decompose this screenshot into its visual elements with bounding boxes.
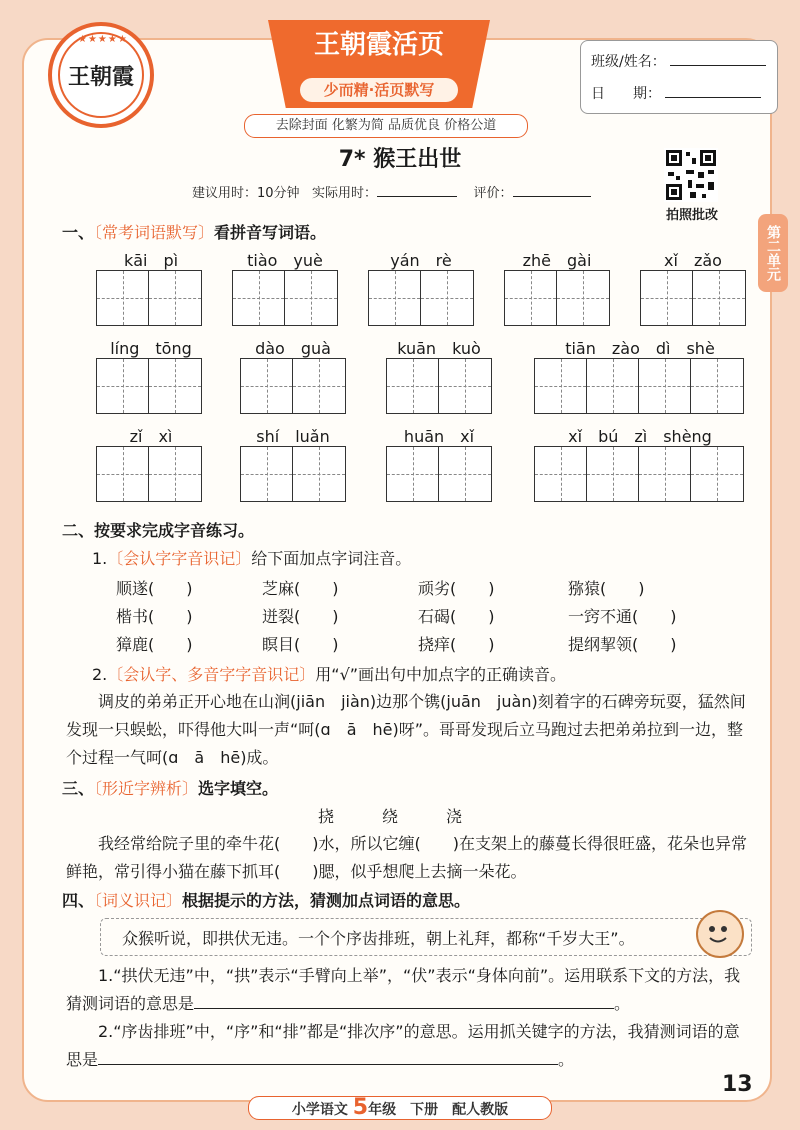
unit-tab: 第二单元 bbox=[758, 214, 788, 292]
section2-part2: 2.〔会认字、多音字字音识记〕用“√”画出句中加点字的正确读音。 bbox=[92, 665, 567, 684]
pinyin-label: shí luǎn bbox=[256, 427, 330, 446]
section4-q2: 2.“序齿排班”中，“序”和“排”都是“排次序”的意思。运用抓关键字的方法，我猜测词语的意思是 。 bbox=[66, 1022, 740, 1069]
cartoon-kid-icon bbox=[696, 910, 744, 958]
section3-instruction: 选字填空。 bbox=[198, 779, 279, 798]
qr-label: 拍照批改 bbox=[665, 208, 718, 223]
suggested-time: 建议用时：10分钟 bbox=[192, 186, 300, 201]
pinyin-blank-word[interactable]: 獐鹿( ) bbox=[116, 635, 193, 654]
date-label: 日 期： bbox=[591, 86, 661, 102]
pinyin-label: líng tōng bbox=[110, 339, 192, 358]
pinyin-blank-word[interactable]: 石碣( ) bbox=[418, 607, 495, 626]
writing-grid[interactable] bbox=[96, 446, 202, 502]
tagline: 去除封面 化繁为简 品质优良 价格公道 bbox=[244, 114, 528, 138]
brand-slogan: 少而精·活页默写 bbox=[300, 78, 458, 102]
char-choices: 挠 绕 浇 bbox=[318, 807, 463, 826]
date-field[interactable] bbox=[665, 97, 761, 98]
writing-grid[interactable] bbox=[240, 358, 346, 414]
writing-grid[interactable] bbox=[386, 446, 492, 502]
pinyin-label: kāi pì bbox=[123, 251, 179, 270]
student-info-box bbox=[580, 40, 778, 114]
actual-time-label: 实际用时： bbox=[311, 186, 377, 201]
section4-q1: 1.“拱伏无违”中，“拱”表示“手臂向上举”，“伏”表示“身体向前”。运用联系下文的方法，我猜测词语的意思是 。 bbox=[66, 966, 741, 1013]
section4-heading: 四、〔词义识记〕根据提示的方法，猜测加点词语的意思。 bbox=[62, 891, 471, 910]
footer-grade-number: 5 bbox=[352, 1095, 369, 1120]
pinyin-label: dào guà bbox=[255, 339, 331, 358]
pinyin-blank-word[interactable]: 瞑目( ) bbox=[262, 635, 339, 654]
lesson-title: 7* 猴王出世 bbox=[338, 147, 462, 172]
pinyin-label: tiào yuè bbox=[247, 251, 323, 270]
pinyin-label: zǐ xì bbox=[129, 427, 173, 446]
class-name-field[interactable] bbox=[670, 65, 766, 66]
class-name-label: 班级/姓名： bbox=[591, 54, 666, 70]
pinyin-label: huān xǐ bbox=[403, 427, 475, 446]
evaluation-field[interactable] bbox=[513, 196, 591, 197]
footer-grade-suffix: 年级 下册 配人教版 bbox=[368, 1102, 509, 1118]
writing-grid[interactable] bbox=[640, 270, 746, 326]
writing-grid[interactable] bbox=[534, 358, 744, 414]
pinyin-label: zhē gài bbox=[522, 251, 592, 270]
section1-instruction: 看拼音写词语。 bbox=[214, 223, 327, 242]
section2-heading: 二、按要求完成字音练习。 bbox=[62, 521, 255, 540]
qr-code-icon[interactable] bbox=[664, 148, 718, 202]
writing-grid[interactable] bbox=[96, 358, 202, 414]
pinyin-blank-word[interactable]: 顺遂( ) bbox=[116, 579, 193, 598]
pinyin-label: tiān zào dì shè bbox=[565, 339, 715, 358]
section2-part1: 1.〔会认字字音识记〕给下面加点字词注音。 bbox=[92, 549, 412, 568]
section3-heading: 三、〔形近字辨析〕选字填空。 bbox=[62, 779, 279, 798]
section2-part1-tag: 〔会认字字音识记〕 bbox=[107, 549, 252, 568]
writing-grid[interactable] bbox=[96, 270, 202, 326]
logo-text: 王朝霞 bbox=[67, 63, 134, 90]
writing-grid[interactable] bbox=[232, 270, 338, 326]
actual-time-field[interactable] bbox=[377, 196, 457, 197]
section3-paragraph[interactable]: 我经常给院子里的牵牛花( )水，所以它缠( )在支架上的藤蔓长得很旺盛，花朵也异常鲜艳，常引得小猫在藤下抓耳( )腮，似乎想爬上去摘一朵花。 bbox=[66, 834, 747, 881]
brand-title: 王朝霞活页 bbox=[313, 30, 444, 60]
answer-line-1[interactable] bbox=[194, 1008, 614, 1009]
star-icon: ★★★★★ bbox=[78, 34, 128, 45]
section4-tag: 〔词义识记〕 bbox=[94, 891, 183, 910]
time-info bbox=[192, 182, 591, 201]
pinyin-label: yán rè bbox=[390, 251, 452, 270]
writing-grid[interactable] bbox=[386, 358, 492, 414]
footer-badge bbox=[248, 1096, 552, 1120]
page-number: 13 bbox=[722, 1072, 753, 1097]
section3-tag: 〔形近字辨析〕 bbox=[94, 779, 199, 798]
answer-line-2[interactable] bbox=[98, 1064, 558, 1065]
pinyin-blank-word[interactable]: 提纲挈领( ) bbox=[568, 635, 677, 654]
pinyin-blank-word[interactable]: 迸裂( ) bbox=[262, 607, 339, 626]
section4-instruction: 根据提示的方法，猜测加点词语的意思。 bbox=[182, 891, 471, 910]
pinyin-blank-word[interactable]: 顽劣( ) bbox=[418, 579, 495, 598]
pinyin-label: kuān kuò bbox=[397, 339, 481, 358]
pinyin-label: xǐ bú zì shèng bbox=[568, 427, 712, 446]
writing-grid[interactable] bbox=[368, 270, 474, 326]
section1-tag: 〔常考词语默写〕 bbox=[94, 223, 215, 242]
pinyin-blank-word[interactable]: 一窍不通( ) bbox=[568, 607, 677, 626]
writing-grid[interactable] bbox=[504, 270, 610, 326]
section4-quote: 众猴听说，即拱伏无违。一个个序齿排班，朝上礼拜，都称“千岁大王”。 bbox=[122, 929, 635, 948]
pinyin-blank-word[interactable]: 楷书( ) bbox=[116, 607, 193, 626]
section1-heading: 一、〔常考词语默写〕看拼音写词语。 bbox=[62, 223, 327, 242]
pinyin-blank-word[interactable]: 挠痒( ) bbox=[418, 635, 495, 654]
writing-grid[interactable] bbox=[240, 446, 346, 502]
pinyin-blank-word[interactable]: 猕猿( ) bbox=[568, 579, 645, 598]
pinyin-label: xǐ zǎo bbox=[664, 251, 722, 270]
writing-grid[interactable] bbox=[534, 446, 744, 502]
footer-subject: 小学语文 bbox=[291, 1102, 348, 1118]
pinyin-blank-word[interactable]: 芝麻( ) bbox=[262, 579, 339, 598]
section2-paragraph: 调皮的弟弟正开心地在山涧(jiān jiàn)边那个镌(juān juàn)刻着字的石碑旁玩耍，猛然间发现一只蜈蚣，吓得他大叫一声“呵(ɑ ā hē)呀”。哥哥发现后立马跑过去把弟弟拉到一边，整个过程一气呵(ɑ ā hē)成。 bbox=[66, 692, 746, 767]
evaluation-label: 评价： bbox=[473, 186, 513, 201]
section2-part2-tag: 〔会认字、多音字字音识记〕 bbox=[107, 665, 316, 684]
